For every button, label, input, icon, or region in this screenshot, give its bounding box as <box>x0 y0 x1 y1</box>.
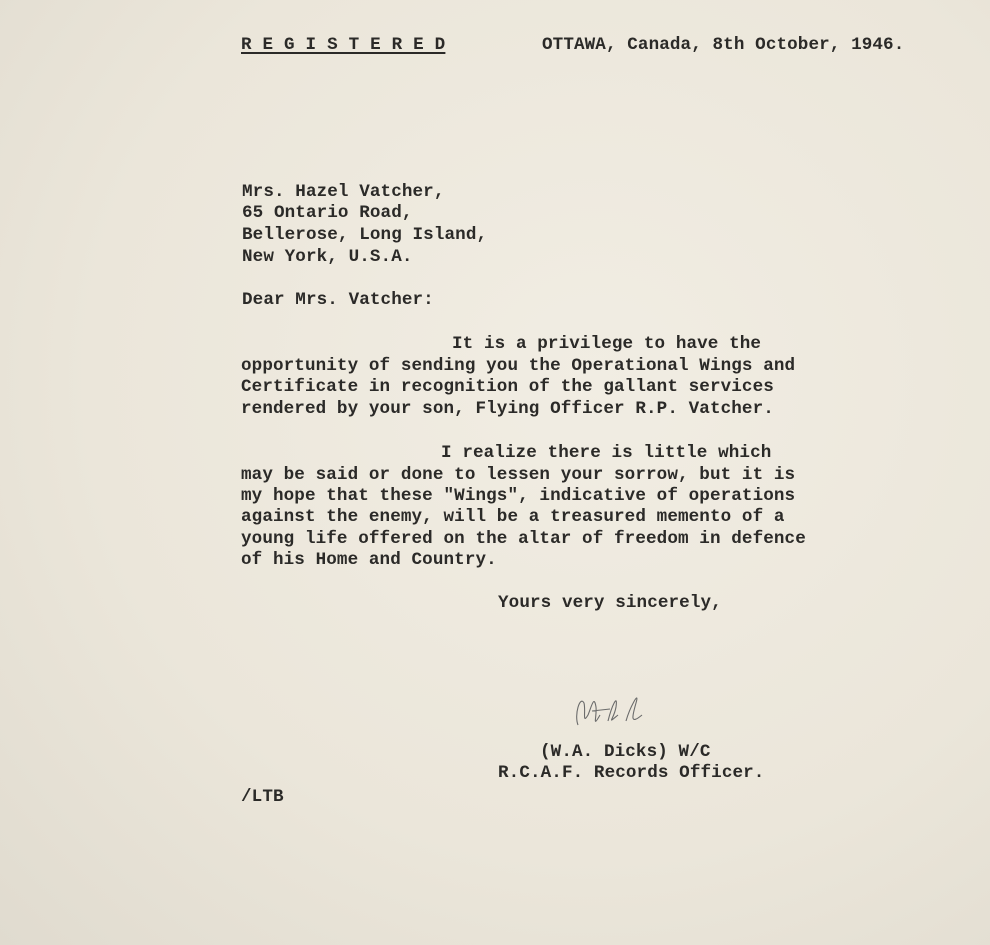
body-line: I realize there is little which <box>441 443 772 463</box>
body-line: against the enemy, will be a treasured memento of a <box>241 507 785 527</box>
signatory-title: R.C.A.F. Records Officer. <box>498 763 765 783</box>
signatory-name: (W.A. Dicks) W/C <box>540 742 711 762</box>
address-line: Mrs. Hazel Vatcher, <box>242 182 445 202</box>
body-line: rendered by your son, Flying Officer R.P. Vatcher. <box>241 399 774 419</box>
body-line: It is a privilege to have the <box>452 334 762 354</box>
address-line: Bellerose, Long Island, <box>242 225 488 245</box>
place-date: OTTAWA, Canada, 8th October, 1946. <box>542 35 905 55</box>
body-line: my hope that these "Wings", indicative of operations <box>241 486 796 506</box>
body-line: may be said or done to lessen your sorrow, but it is <box>241 465 796 485</box>
registered-heading: R E G I S T E R E D <box>241 35 446 55</box>
body-line: of his Home and Country. <box>241 550 497 570</box>
body-line: young life offered on the altar of freedom in defence <box>241 529 806 549</box>
signature <box>570 685 660 735</box>
body-line: opportunity of sending you the Operational Wings and <box>241 356 796 376</box>
body-line: Certificate in recognition of the gallant services <box>241 377 774 397</box>
closing: Yours very sincerely, <box>498 593 722 613</box>
address-line: New York, U.S.A. <box>242 247 413 267</box>
salutation: Dear Mrs. Vatcher: <box>242 290 434 310</box>
address-line: 65 Ontario Road, <box>242 203 413 223</box>
reference-initials: /LTB <box>241 787 284 807</box>
